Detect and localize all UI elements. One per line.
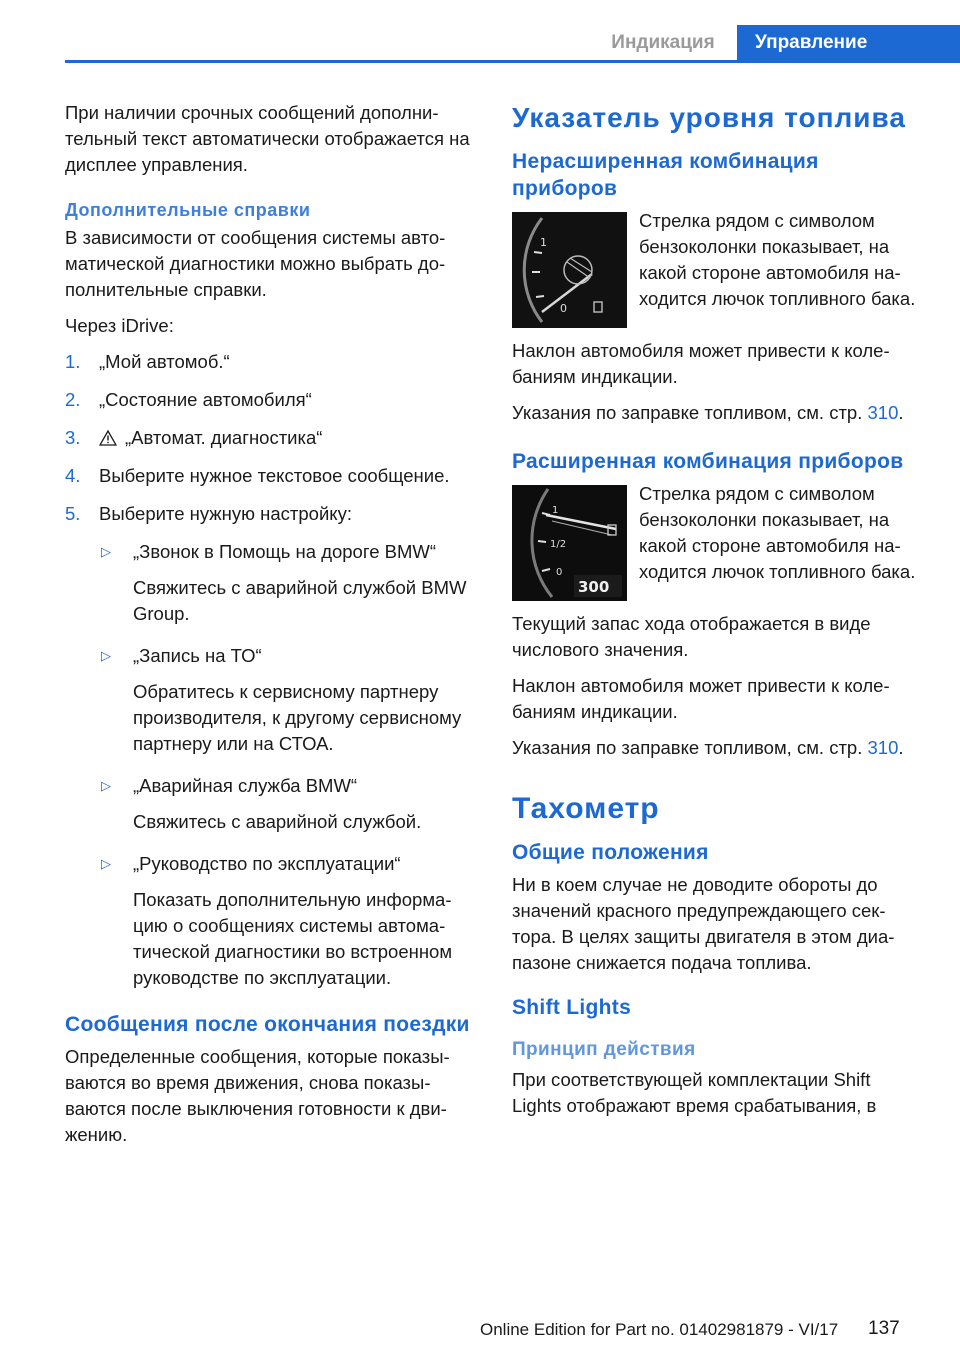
option-item: ▷ „Звонок в Помощь на дороге BMW“ Свяжитесь с аварийной службой BMW Group. (101, 541, 467, 624)
extended-fuel-gauge-image (512, 485, 627, 601)
page-link[interactable]: 310 (867, 402, 899, 423)
fuel-gauge-heading: Указатель уровня топлива (512, 102, 906, 133)
via-idrive: Через iDrive: (65, 315, 174, 336)
fuel-gauge-drawing (512, 485, 627, 601)
gauge-mark-half: 1/2 (550, 539, 567, 550)
page-number: 137 (868, 1318, 900, 1339)
option-item: ▷ „Аварийная служба BMW“ Свяжитесь с аварийной службой. (101, 775, 422, 832)
steps-list (65, 349, 479, 991)
after-trip-text: Определенные сообщения, которые показываются во время движения, снова показываются после выключения готовности к движению. (65, 1046, 450, 1145)
step-3: 3. „Автомат. диагностика“ (65, 427, 323, 448)
triangle-bullet-icon: ▷ (101, 778, 111, 793)
range-readout: 300 (578, 578, 610, 596)
option-item: ▷ „Запись на ТО“ Обратитесь к сервисному партнеру производителя, к другому сервисному партнеру или на СТОА. (101, 645, 462, 754)
basic-cluster-heading: Нерасширенная комбинация приборов (512, 150, 819, 200)
principle-heading: Принцип действия (512, 1039, 696, 1060)
gauge-mark-empty: 0 (560, 302, 567, 315)
options-list (99, 539, 479, 991)
intro-text: При наличии срочных сообщений дополнительный текст автоматически отображается на дисплее управления. (65, 102, 470, 175)
tachometer-heading: Тахометр (512, 792, 660, 825)
extended-figure-caption: Стрелка рядом с символом бензоколонки показывает, на какой стороне автомобиля находится лючок топливного бака. (639, 483, 916, 582)
option-item: ▷ „Руководство по эксплуатации“ Показать дополнительную информацию о сообщениях системы автоматической диагностики во встроенном руководстве по эксплуатации. (101, 853, 453, 988)
gauge-mark-empty: 0 (556, 567, 563, 578)
gauge-mark-full: 1 (540, 236, 547, 249)
triangle-bullet-icon: ▷ (101, 544, 111, 559)
page-link[interactable]: 310 (867, 737, 899, 758)
left-column (65, 100, 479, 1158)
fuel-gauge-drawing (512, 212, 627, 328)
help-text: В зависимости от сообщения системы автоматической диагностики можно выбрать дополнительные справки. (65, 227, 446, 300)
extended-cluster-figure-row (512, 481, 917, 601)
after-trip-heading: Сообщения после окончания поездки (65, 1013, 470, 1036)
general-heading: Общие положения (512, 841, 709, 864)
triangle-bullet-icon: ▷ (101, 856, 111, 871)
extended-tilt-note: Наклон автомобиля может привести к колебаниям индикации. (512, 675, 890, 722)
shift-lights-heading: Shift Lights (512, 996, 632, 1019)
tab-control[interactable]: Управление (737, 25, 960, 63)
basic-refuel-ref: Указания по заправке топливом, см. стр. 310. (512, 402, 904, 423)
footer-edition: Online Edition for Part no. 01402981879 - VI/17 (480, 1320, 839, 1339)
step-2: 2. „Состояние автомобиля“ (65, 389, 312, 410)
warning-triangle-icon (99, 430, 117, 446)
basic-figure-caption: Стрелка рядом с символом бензоколонки показывает, на какой стороне автомобиля находится лючок топливного бака. (639, 210, 916, 309)
step-1: 1. „Мой автомоб.“ (65, 351, 230, 372)
principle-text: При соответствующей комплектации Shift Lights отображают время срабатывания, в (512, 1069, 877, 1116)
right-column (512, 100, 917, 1129)
step-4: 4. Выберите нужное текстовое сообщение. (65, 465, 450, 486)
range-note: Текущий запас хода отображается в виде числового значения. (512, 613, 871, 660)
basic-cluster-figure-row (512, 208, 917, 328)
gauge-mark-full: 1 (552, 505, 559, 516)
triangle-bullet-icon: ▷ (101, 648, 111, 663)
step-5: 5. Выберите нужную настройку: ▷ „Звонок в Помощь на дороге BMW“ Свяжитесь с аварийной службой BMW Group. ▷ „Запись на ТО“ Обратитесь к сервисному партнеру производителя, к другому сервисному партнеру или на СТОА. ▷ „Аварийная служба BMW“ Свяжитесь с аварийной службой. ▷ „Руководство по эксплуатации“ Показать дополнительную информацию о сообщениях системы автоматической диагностики во встроенном руководстве по эксплуатации. (65, 501, 479, 991)
general-text: Ни в коем случае не доводите обороты до значений красного предупреждающего сектора. В целях защиты двигателя в этом диапазоне снижается подача топлива. (512, 874, 895, 973)
extended-refuel-ref: Указания по заправке топливом, см. стр. 310. (512, 737, 904, 758)
basic-fuel-gauge-image (512, 212, 627, 328)
extended-cluster-heading: Расширенная комбинация приборов (512, 450, 904, 473)
help-heading: Дополнительные справки (65, 200, 311, 220)
basic-tilt-note: Наклон автомобиля может привести к колебаниям индикации. (512, 340, 890, 387)
tab-indication[interactable]: Индикация (611, 32, 715, 53)
